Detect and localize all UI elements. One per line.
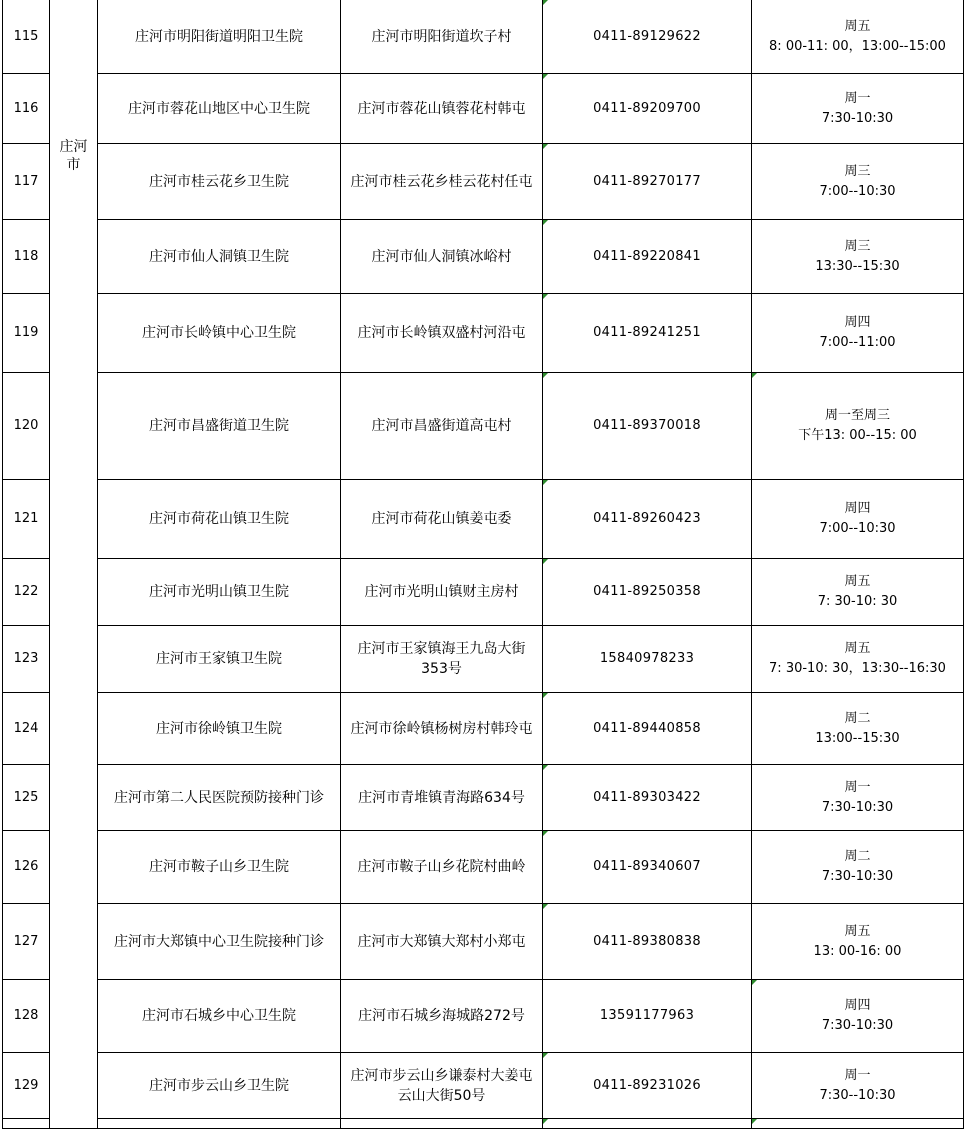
cell-marker [543, 144, 548, 149]
clinic-phone: 0411-89220841 [543, 220, 752, 294]
cell-marker [543, 693, 548, 698]
clinic-phone: 0411-89303422 [543, 765, 752, 831]
cell-marker [543, 294, 548, 299]
clinic-hours: 周二 7:30-10:30 [752, 831, 964, 904]
clinic-name: 庄河市蓉花山地区中心卫生院 [98, 74, 341, 144]
clinic-phone: 0411-89440858 [543, 693, 752, 765]
row-number: 123 [3, 626, 50, 693]
clinic-name: 庄河市石城乡中心卫生院 [98, 980, 341, 1053]
clinic-hours: 周五 7: 30-10: 30，13:30--16:30 [752, 626, 964, 693]
cell-marker [543, 373, 548, 378]
clinic-name [98, 1119, 341, 1129]
clinic-address: 庄河市王家镇海王九岛大街 353号 [341, 626, 543, 693]
clinic-phone: 0411-89340607 [543, 831, 752, 904]
cell-marker [543, 559, 548, 564]
clinic-address: 庄河市明阳街道坎子村 [341, 0, 543, 74]
row-number: 115 [3, 0, 50, 74]
table-row [3, 559, 964, 626]
clinic-phone: 13591177963 [543, 980, 752, 1053]
clinic-hours: 周四 7:30-10:30 [752, 980, 964, 1053]
row-number: 117 [3, 144, 50, 220]
table-row [3, 74, 964, 144]
clinic-address: 庄河市桂云花乡桂云花村任屯 [341, 144, 543, 220]
clinic-hours: 周三 13:30--15:30 [752, 220, 964, 294]
clinic-phone: 15840978233 [543, 626, 752, 693]
cell-marker [543, 765, 548, 770]
clinic-hours: 周四 7:00--10:30 [752, 480, 964, 559]
row-number: 126 [3, 831, 50, 904]
table-row [3, 693, 964, 765]
row-number: 127 [3, 904, 50, 980]
clinic-phone: 0411-89231026 [543, 1053, 752, 1119]
clinic-phone: 0411-89241251 [543, 294, 752, 373]
clinic-name: 庄河市鞍子山乡卫生院 [98, 831, 341, 904]
clinic-hours: 周二 13:00--15:30 [752, 693, 964, 765]
table-row [3, 765, 964, 831]
table-row [3, 1053, 964, 1119]
row-number: 122 [3, 559, 50, 626]
clinic-name: 庄河市大郑镇中心卫生院接种门诊 [98, 904, 341, 980]
cell-marker [543, 1053, 548, 1058]
clinic-name: 庄河市明阳街道明阳卫生院 [98, 0, 341, 74]
clinic-hours: 周一至周三 下午13: 00--15: 00 [752, 373, 964, 480]
clinic-phone [543, 1119, 752, 1129]
table-row [3, 294, 964, 373]
table-row [3, 480, 964, 559]
clinic-name: 庄河市步云山乡卫生院 [98, 1053, 341, 1119]
table-row [3, 373, 964, 480]
clinic-name: 庄河市长岭镇中心卫生院 [98, 294, 341, 373]
clinic-address: 庄河市长岭镇双盛村河沿屯 [341, 294, 543, 373]
clinic-phone: 0411-89260423 [543, 480, 752, 559]
row-number: 128 [3, 980, 50, 1053]
district-label: 市 [66, 157, 81, 173]
clinic-hours: 周五 7: 30-10: 30 [752, 559, 964, 626]
clinic-name: 庄河市第二人民医院预防接种门诊 [98, 765, 341, 831]
clinic-hours: 周四 7:00--11:00 [752, 294, 964, 373]
clinic-address [341, 1119, 543, 1129]
clinic-address: 庄河市昌盛街道高屯村 [341, 373, 543, 480]
clinic-phone: 0411-89370018 [543, 373, 752, 480]
table-row [3, 1119, 964, 1129]
clinic-phone: 0411-89380838 [543, 904, 752, 980]
cell-marker [752, 373, 757, 378]
clinic-hours: 周一 7:30-10:30 [752, 765, 964, 831]
clinic-address: 庄河市鞍子山乡花院村曲岭 [341, 831, 543, 904]
table-row [3, 220, 964, 294]
cell-marker [543, 220, 548, 225]
clinic-name: 庄河市光明山镇卫生院 [98, 559, 341, 626]
clinic-name: 庄河市昌盛街道卫生院 [98, 373, 341, 480]
clinic-table [2, 0, 964, 1129]
cell-marker [752, 980, 757, 985]
clinic-phone: 0411-89129622 [543, 0, 752, 74]
clinic-address: 庄河市荷花山镇姜屯委 [341, 480, 543, 559]
clinic-hours [752, 1119, 964, 1129]
table-row [3, 0, 964, 74]
table-row [3, 831, 964, 904]
row-number: 125 [3, 765, 50, 831]
clinic-address: 庄河市仙人洞镇冰峪村 [341, 220, 543, 294]
clinic-name: 庄河市桂云花乡卫生院 [98, 144, 341, 220]
district-cell [50, 0, 98, 1129]
cell-marker [543, 74, 548, 79]
cell-marker [543, 831, 548, 836]
clinic-hours: 周一 7:30--10:30 [752, 1053, 964, 1119]
row-number: 116 [3, 74, 50, 144]
clinic-address: 庄河市蓉花山镇蓉花村韩屯 [341, 74, 543, 144]
table-row [3, 626, 964, 693]
clinic-name: 庄河市仙人洞镇卫生院 [98, 220, 341, 294]
clinic-name: 庄河市徐岭镇卫生院 [98, 693, 341, 765]
clinic-hours: 周五 8: 00-11: 00，13:00--15:00 [752, 0, 964, 74]
clinic-hours: 周五 13: 00-16: 00 [752, 904, 964, 980]
clinic-phone: 0411-89270177 [543, 144, 752, 220]
clinic-name: 庄河市荷花山镇卫生院 [98, 480, 341, 559]
clinic-hours: 周一 7:30-10:30 [752, 74, 964, 144]
cell-marker [543, 0, 548, 5]
clinic-phone: 0411-89250358 [543, 559, 752, 626]
table-row [3, 144, 964, 220]
district-label: 庄河 [59, 139, 88, 155]
row-number: 119 [3, 294, 50, 373]
row-number: 118 [3, 220, 50, 294]
clinic-address: 庄河市步云山乡谦泰村大姜屯 云山大街50号 [341, 1053, 543, 1119]
row-number: 120 [3, 373, 50, 480]
clinic-address: 庄河市大郑镇大郑村小郑屯 [341, 904, 543, 980]
row-number: 124 [3, 693, 50, 765]
table-row [3, 904, 964, 980]
row-number [3, 1119, 50, 1129]
cell-marker [543, 904, 548, 909]
table-row [3, 980, 964, 1053]
cell-marker [543, 480, 548, 485]
clinic-address: 庄河市青堆镇青海路634号 [341, 765, 543, 831]
clinic-name: 庄河市王家镇卫生院 [98, 626, 341, 693]
clinic-phone: 0411-89209700 [543, 74, 752, 144]
clinic-address: 庄河市光明山镇财主房村 [341, 559, 543, 626]
row-number: 121 [3, 480, 50, 559]
clinic-hours: 周三 7:00--10:30 [752, 144, 964, 220]
row-number: 129 [3, 1053, 50, 1119]
clinic-address: 庄河市徐岭镇杨树房村韩玲屯 [341, 693, 543, 765]
clinic-address: 庄河市石城乡海城路272号 [341, 980, 543, 1053]
